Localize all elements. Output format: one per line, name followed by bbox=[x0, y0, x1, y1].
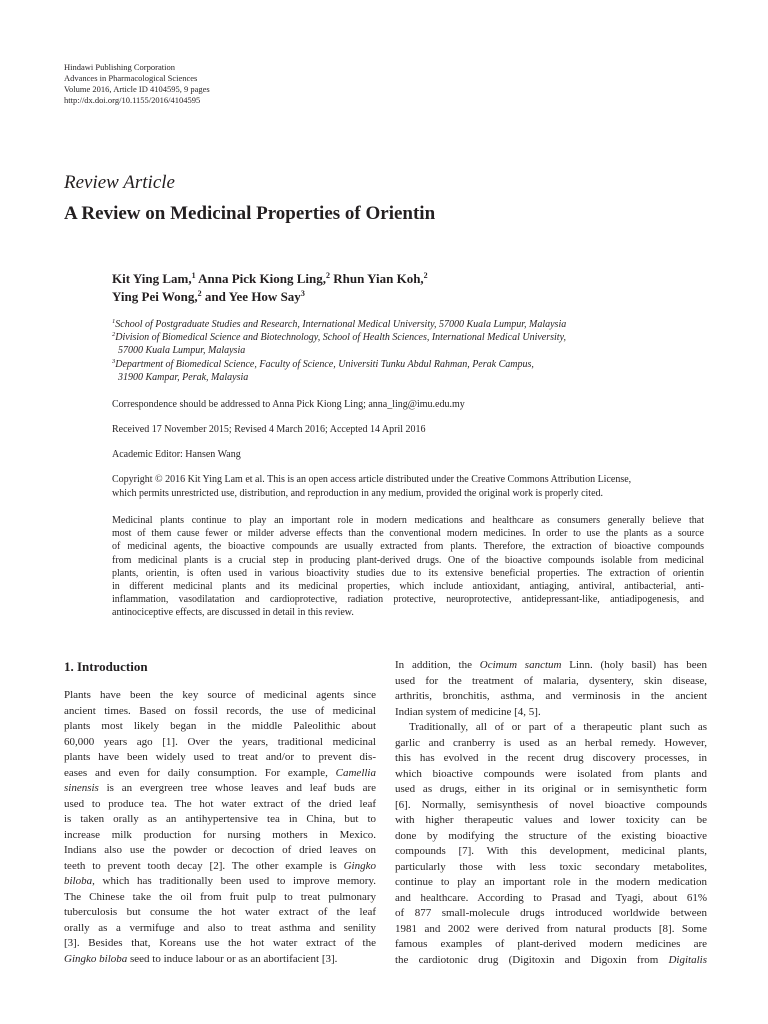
body-text-line bbox=[395, 782, 707, 798]
body-text-line bbox=[395, 720, 707, 736]
text-span: [3]. Besides that, Koreans use the hot water extract of the bbox=[64, 937, 376, 949]
body-text-line bbox=[395, 844, 707, 860]
body-text-line bbox=[64, 843, 376, 859]
author-name: Rhun Yian Koh, bbox=[329, 271, 424, 286]
body-text-line bbox=[64, 874, 376, 890]
body-text-line bbox=[395, 875, 707, 891]
affiliation-text: School of Postgraduate Studies and Research, International Medical University, 57000 Kuala Lumpur, Malaysia bbox=[115, 319, 567, 330]
text-span: orally as a vermifuge and also to treat asthma and senility bbox=[64, 921, 376, 934]
text-span: particularly those with less toxic secondary metabolites, bbox=[395, 860, 707, 873]
italic-term: Gingko biloba bbox=[64, 952, 128, 965]
text-span: of 877 small-molecule drugs introduced worldwide between bbox=[395, 907, 707, 919]
text-span: eases and even for daily consumption. For example, bbox=[64, 766, 336, 779]
body-text-line bbox=[395, 922, 707, 938]
affiliation-text: Department of Biomedical Science, Faculty of Science, Universiti Tunku Abdul Rahman, Perak Campus, bbox=[115, 358, 534, 370]
affiliation-marker: 2 bbox=[197, 289, 202, 298]
body-text-line bbox=[395, 813, 707, 829]
body-text-line bbox=[64, 719, 376, 735]
text-span: used as drugs, either in its original or in semisynthetic form bbox=[395, 783, 707, 795]
body-text-line bbox=[395, 860, 707, 876]
italic-term: Camellia bbox=[335, 766, 376, 779]
italic-term: Gingko bbox=[343, 859, 376, 872]
author-name: Anna Pick Kiong Ling, bbox=[195, 271, 326, 286]
abstract-line: of medicinal agents, the bioactive compounds are usually extracted from plants. Therefore, the extraction of bioactive compounds bbox=[112, 541, 704, 553]
text-span: increase milk production for nursing mothers in Mexico. bbox=[64, 828, 376, 841]
body-text-line bbox=[64, 704, 376, 720]
text-span: [6]. Normally, semisynthesis of novel bioactive compounds bbox=[395, 798, 707, 811]
copyright-line: which permits unrestricted use, distribution, and reproduction in any medium, provided the original work is properly cited. bbox=[112, 488, 604, 499]
text-span: arthritis, bronchitis, asthma, and verminosis in the ancient bbox=[395, 690, 707, 702]
body-text-line bbox=[395, 689, 707, 705]
body-text-line bbox=[64, 688, 376, 704]
doi-link: http://dx.doi.org/10.1155/2016/4104595 bbox=[64, 95, 201, 105]
text-span: which bioactive compounds were isolated from plants and bbox=[395, 767, 707, 780]
author-line bbox=[112, 270, 428, 288]
text-span: , which has traditionally been used to improve memory. bbox=[92, 875, 376, 887]
author-name: Ying Pei Wong, bbox=[112, 289, 198, 304]
affiliations bbox=[112, 318, 566, 384]
body-text-line bbox=[64, 797, 376, 813]
volume-info: Volume 2016, Article ID 4104595, 9 pages bbox=[64, 84, 210, 94]
author-name: and Yee How Say bbox=[201, 289, 301, 304]
journal-name: Advances in Pharmacological Sciences bbox=[64, 73, 198, 83]
publisher: Hindawi Publishing Corporation bbox=[64, 62, 175, 72]
text-span: continue to play an important role in the modern medication bbox=[395, 876, 707, 888]
body-text-line bbox=[64, 828, 376, 844]
section-heading: 1. Introduction bbox=[64, 659, 148, 674]
abstract-line: from medicinal plants is a crucial step in producing plant-derived drugs. One of the bioactive compounds isolable from medicinal bbox=[112, 554, 704, 566]
body-text-line bbox=[64, 766, 376, 782]
affiliation-marker: 3 bbox=[112, 357, 116, 365]
body-text-line bbox=[395, 751, 707, 767]
author-name: Kit Ying Lam, bbox=[112, 271, 192, 286]
abstract-line: in different medicinal plants and its medicinal properties, which include antioxidant, antiaging, antiviral, antibacterial, anti- bbox=[112, 581, 704, 593]
body-text-line bbox=[64, 936, 376, 952]
correspondence: Correspondence should be addressed to Anna Pick Kiong Ling; anna_ling@imu.edu.my bbox=[112, 399, 465, 410]
italic-term: biloba bbox=[64, 875, 93, 887]
text-span: Traditionally, all of or part of a therapeutic plant such as bbox=[409, 721, 707, 733]
text-span: and healthcare. According to Prasad and Tyagi, about 61% bbox=[395, 891, 707, 904]
text-span: ancient times. Based on fossil records, the use of medicinal bbox=[64, 704, 376, 717]
abstract-line: plants, orientin, is often used in various bioactivity studies due to its extensive beneficial properties. The extraction of orientin bbox=[112, 567, 704, 579]
body-text-line bbox=[395, 906, 707, 922]
body-text-line bbox=[64, 859, 376, 875]
body-text-line bbox=[395, 891, 707, 907]
author-line bbox=[112, 288, 428, 306]
abstract-line: Medicinal plants continue to play an important role in modern medications and healthcare as consumers generally believe that bbox=[112, 515, 704, 526]
text-span: plants most likely began in the middle Paleolithic about bbox=[64, 720, 376, 732]
body-text-line bbox=[395, 829, 707, 845]
body-text-line bbox=[395, 658, 707, 674]
text-span: seed to induce labour or as an abortifacient [3]. bbox=[127, 952, 338, 965]
body-text-line bbox=[64, 812, 376, 828]
text-span: is taken orally as an antihypertensive tea in China, but to bbox=[64, 813, 376, 825]
affiliation-marker: 1 bbox=[191, 271, 196, 280]
affiliation-marker: 2 bbox=[325, 271, 330, 280]
text-span: done by modifying the structure of the existing bioactive bbox=[395, 829, 707, 842]
copyright-notice bbox=[112, 473, 631, 501]
affiliation-text: Division of Biomedical Science and Biotechnology, School of Health Sciences, International Medical University, bbox=[115, 332, 566, 344]
affiliation-line bbox=[112, 318, 566, 331]
affiliation-marker: 1 bbox=[112, 318, 116, 325]
affiliation-marker: 2 bbox=[423, 271, 428, 280]
text-span: Plants have been the key source of medicinal agents since bbox=[64, 689, 376, 701]
journal-header bbox=[64, 62, 210, 106]
affiliation-text: 31900 Kampar, Perak, Malaysia bbox=[118, 371, 249, 383]
body-text-line bbox=[395, 674, 707, 690]
article-title: A Review on Medicinal Properties of Orientin bbox=[64, 203, 436, 224]
abstract-line: inflammation, vasodilatation and cardioprotective, radiation protective, neuroprotective, antidepressant-like, antiadipogenesis, and bbox=[112, 594, 704, 606]
text-span: used for the treatment of malaria, dysentery, skin disease, bbox=[395, 674, 707, 687]
text-span: famous examples of plant-derived modern medicines are bbox=[395, 938, 707, 950]
text-span: Indian system of medicine [4, 5]. bbox=[395, 705, 541, 718]
abstract bbox=[112, 514, 704, 620]
body-text-line bbox=[64, 905, 376, 921]
text-span: plants have been widely used to treat and/or to prevent dis- bbox=[64, 751, 376, 763]
body-text-line bbox=[395, 937, 707, 953]
text-span: In addition, the bbox=[395, 659, 480, 671]
copyright-line: Copyright © 2016 Kit Ying Lam et al. This is an open access article distributed under the Creative Commons Attribution License, bbox=[112, 474, 632, 485]
body-text-line bbox=[395, 705, 707, 721]
affiliation-line bbox=[112, 358, 566, 371]
text-span: The Chinese take the oil from fruit pulp to treat pulmonary bbox=[64, 890, 376, 903]
article-type: Review Article bbox=[64, 172, 175, 193]
text-span: Indians also use the powder or decoction of dried leaves on bbox=[64, 844, 376, 856]
text-span: compounds [7]. With this development, medicinal plants, bbox=[395, 845, 707, 857]
text-span: 60,000 years ago [1]. Over the years, traditional medicinal bbox=[64, 735, 376, 748]
body-text-line bbox=[395, 953, 707, 969]
body-text-line bbox=[64, 750, 376, 766]
body-text-line bbox=[64, 921, 376, 937]
italic-term: Ocimum sanctum bbox=[479, 659, 562, 671]
body-column-left bbox=[64, 688, 376, 967]
author-list bbox=[112, 270, 428, 306]
body-text-line bbox=[395, 767, 707, 783]
body-text-line bbox=[64, 890, 376, 906]
body-text-line bbox=[395, 736, 707, 752]
affiliation-marker: 3 bbox=[300, 289, 305, 298]
affiliation-line bbox=[112, 344, 566, 357]
abstract-line: most of them cause fewer or milder adverse effects than the conventional modern medicines. In order to use the plants as a source bbox=[112, 528, 704, 540]
body-column-right bbox=[395, 658, 707, 968]
text-span: tuberculosis but consume the hot water extract of the leaf bbox=[64, 906, 376, 918]
italic-term: sinensis bbox=[64, 782, 99, 794]
body-text-line bbox=[395, 798, 707, 814]
text-span: Linn. (holy basil) has been bbox=[561, 659, 707, 671]
affiliation-line bbox=[112, 371, 566, 384]
text-span: is an evergreen tree whose leaves and leaf buds are bbox=[98, 782, 376, 794]
text-span: used to produce tea. The hot water extract of the dried leaf bbox=[64, 797, 376, 810]
body-text-line bbox=[64, 781, 376, 797]
affiliation-line bbox=[112, 331, 566, 344]
affiliation-text: 57000 Kuala Lumpur, Malaysia bbox=[118, 345, 246, 357]
body-text-line bbox=[64, 735, 376, 751]
text-span: with higher therapeutic values and lower toxicity can be bbox=[395, 814, 707, 826]
text-span: this has evolved in the recent drug discovery processes, in bbox=[395, 752, 707, 764]
text-span: teeth to prevent tooth decay [2]. The other example is bbox=[64, 859, 344, 872]
text-span: 1981 and 2002 were derived from natural products [8]. Some bbox=[395, 922, 707, 935]
received-dates: Received 17 November 2015; Revised 4 March 2016; Accepted 14 April 2016 bbox=[112, 424, 426, 435]
abstract-line: antinociceptive effects, are discussed in detail in this review. bbox=[112, 607, 354, 619]
affiliation-marker: 2 bbox=[112, 331, 116, 339]
body-text-line bbox=[64, 952, 376, 968]
academic-editor: Academic Editor: Hansen Wang bbox=[112, 449, 241, 460]
text-span: the cardiotonic drug (Digitoxin and Digoxin from bbox=[395, 953, 669, 966]
italic-term: Digitalis bbox=[668, 953, 707, 966]
text-span: garlic and cranberry is used as an herbal remedy. However, bbox=[395, 736, 707, 749]
